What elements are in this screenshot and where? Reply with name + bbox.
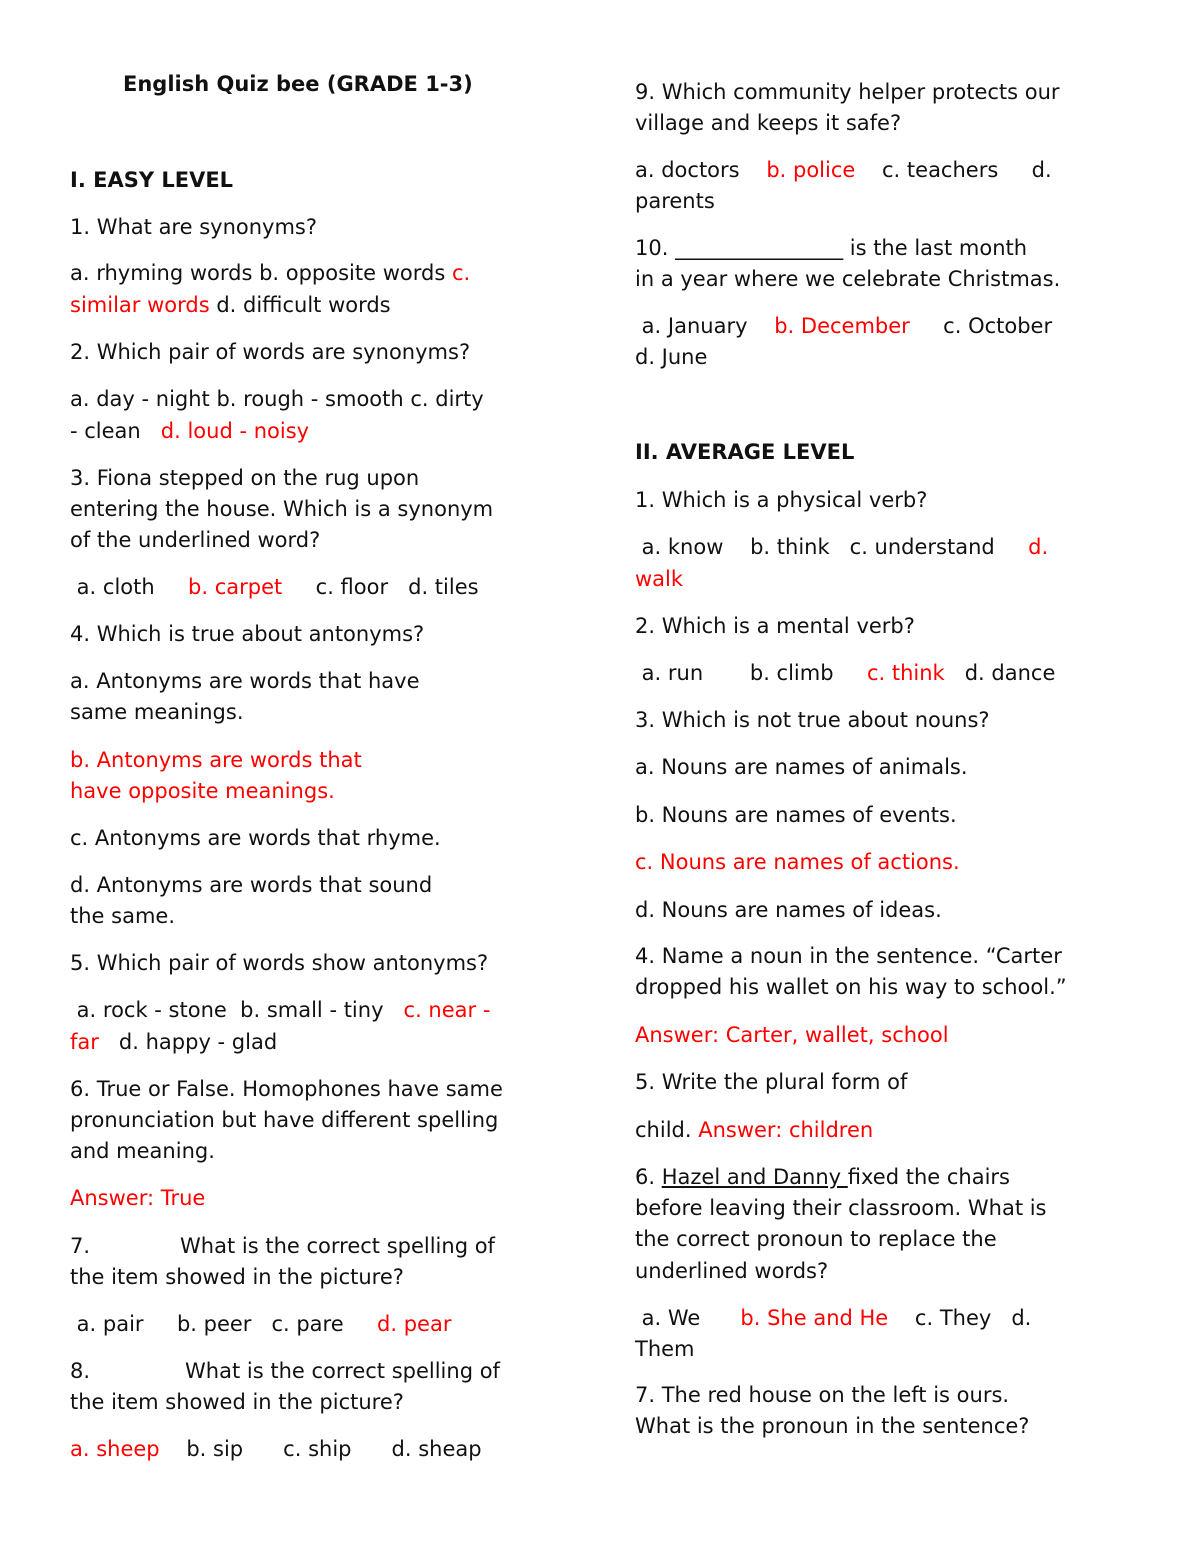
average-question-3-option-b: b. Nouns are names of events. bbox=[635, 803, 957, 827]
text-span: c. October bbox=[909, 314, 1053, 338]
answer: c. bbox=[451, 261, 471, 285]
text-span: a. We bbox=[635, 1306, 741, 1330]
text-span: 8. bbox=[70, 1359, 91, 1383]
answer: c. think bbox=[866, 661, 945, 685]
answer: b. She and He bbox=[740, 1306, 889, 1330]
question-7 bbox=[70, 1231, 495, 1262]
question-10-line2: in a year where we celebrate Christmas. bbox=[635, 267, 1061, 291]
question-5-options-cont bbox=[70, 1027, 277, 1058]
average-question-6-line2: before leaving their classroom. What is bbox=[635, 1196, 1047, 1220]
question-2-options-cont bbox=[70, 416, 309, 447]
question-8-options bbox=[70, 1434, 482, 1465]
question-10-options-cont: d. June bbox=[635, 345, 708, 369]
text-span: fixed the chairs bbox=[847, 1165, 1010, 1189]
average-question-5-line2 bbox=[635, 1115, 873, 1146]
average-question-1-options bbox=[635, 532, 1048, 563]
question-3-options bbox=[70, 572, 479, 603]
text-span: a. rock - stone b. small - tiny bbox=[70, 998, 404, 1022]
answer: b. carpet bbox=[188, 575, 283, 599]
question-4-option-a-cont: same meanings. bbox=[70, 700, 244, 724]
section-easy-heading: I. EASY LEVEL bbox=[70, 168, 234, 192]
answer: d. bbox=[1028, 535, 1049, 559]
text-span: 6. bbox=[635, 1165, 662, 1189]
question-8-line2: the item showed in the picture? bbox=[70, 1390, 404, 1414]
question-7-options bbox=[70, 1309, 451, 1340]
question-4-option-b-cont: have opposite meanings. bbox=[70, 779, 335, 803]
text-span: a. January bbox=[635, 314, 775, 338]
question-3-line3: of the underlined word? bbox=[70, 528, 321, 552]
average-question-7-line2: What is the pronoun in the sentence? bbox=[635, 1414, 1030, 1438]
average-question-7: 7. The red house on the left is ours. bbox=[635, 1383, 1010, 1407]
question-2-options: a. day - night b. rough - smooth c. dirty bbox=[70, 387, 484, 411]
question-1: 1. What are synonyms? bbox=[70, 215, 318, 239]
average-question-1: 1. Which is a physical verb? bbox=[635, 488, 928, 512]
question-5-options bbox=[70, 995, 490, 1026]
average-question-3-option-a: a. Nouns are names of animals. bbox=[635, 755, 968, 779]
average-question-1-answer-cont: walk bbox=[635, 567, 684, 591]
text-span: a. doctors bbox=[635, 158, 767, 182]
question-1-options-cont bbox=[70, 290, 391, 321]
average-question-2-options bbox=[635, 658, 1055, 689]
average-question-6-options bbox=[635, 1303, 1031, 1334]
text-span: a. rhyming words bbox=[70, 261, 253, 285]
average-question-6-line4: underlined words? bbox=[635, 1259, 829, 1283]
text-span: d. difficult words bbox=[209, 293, 391, 317]
question-6: 6. True or False. Homophones have same bbox=[70, 1077, 503, 1101]
answer: b. police bbox=[766, 158, 856, 182]
text-span: b. opposite words bbox=[252, 261, 452, 285]
question-7-line2: the item showed in the picture? bbox=[70, 1265, 404, 1289]
text-span: What is the correct spelling of bbox=[185, 1359, 500, 1383]
question-1-options bbox=[70, 258, 470, 289]
answer: Answer: children bbox=[698, 1118, 874, 1142]
question-9-options-cont: parents bbox=[635, 189, 715, 213]
text-span: Hazel and Danny bbox=[661, 1165, 848, 1189]
question-9: 9. Which community helper protects our bbox=[635, 80, 1060, 104]
question-9-line2: village and keeps it safe? bbox=[635, 111, 902, 135]
question-10-options bbox=[635, 311, 1052, 342]
question-9-options bbox=[635, 155, 1052, 186]
question-2: 2. Which pair of words are synonyms? bbox=[70, 340, 471, 364]
average-question-3-option-d: d. Nouns are names of ideas. bbox=[635, 898, 942, 922]
text-span: - clean bbox=[70, 419, 161, 443]
average-question-4: 4. Name a noun in the sentence. “Carter bbox=[635, 944, 1062, 968]
answer: d. pear bbox=[377, 1312, 452, 1336]
text-span: What is the correct spelling of bbox=[180, 1234, 495, 1258]
question-4-option-d-cont: the same. bbox=[70, 904, 175, 928]
average-question-6 bbox=[635, 1162, 1010, 1193]
answer: far bbox=[70, 1030, 99, 1054]
text-span: 7. bbox=[70, 1234, 91, 1258]
question-5: 5. Which pair of words show antonyms? bbox=[70, 951, 489, 975]
average-question-4-line2: dropped his wallet on his way to school.” bbox=[635, 975, 1067, 999]
section-average-heading: II. AVERAGE LEVEL bbox=[635, 440, 855, 464]
text-span: a. pair b. peer c. pare bbox=[70, 1312, 378, 1336]
answer: c. near - bbox=[403, 998, 491, 1022]
question-3-line2: entering the house. Which is a synonym bbox=[70, 497, 494, 521]
average-question-3-option-c: c. Nouns are names of actions. bbox=[635, 850, 960, 874]
average-question-4-answer: Answer: Carter, wallet, school bbox=[635, 1023, 949, 1047]
text-span: a. know b. think c. understand bbox=[635, 535, 1029, 559]
question-3: 3. Fiona stepped on the rug upon bbox=[70, 466, 420, 490]
question-4-option-b: b. Antonyms are words that bbox=[70, 748, 362, 772]
average-question-3: 3. Which is not true about nouns? bbox=[635, 708, 990, 732]
text-span: c. teachers d. bbox=[855, 158, 1052, 182]
text-span: child. bbox=[635, 1118, 699, 1142]
answer: d. loud - noisy bbox=[160, 419, 310, 443]
text-span: c. They d. bbox=[888, 1306, 1032, 1330]
question-4-option-c: c. Antonyms are words that rhyme. bbox=[70, 826, 441, 850]
question-10: 10. ________________ is the last month bbox=[635, 236, 1028, 260]
question-4: 4. Which is true about antonyms? bbox=[70, 622, 425, 646]
text-span: c. floor d. tiles bbox=[282, 575, 479, 599]
question-6-line3: and meaning. bbox=[70, 1139, 215, 1163]
answer: b. December bbox=[774, 314, 910, 338]
average-question-6-line3: the correct pronoun to replace the bbox=[635, 1227, 997, 1251]
text-span: a. cloth bbox=[70, 575, 189, 599]
text-span: b. sip c. ship d. sheap bbox=[159, 1437, 482, 1461]
answer: similar words bbox=[70, 293, 210, 317]
answer: a. sheep bbox=[70, 1437, 160, 1461]
text-span: d. dance bbox=[944, 661, 1056, 685]
text-span: d. happy - glad bbox=[98, 1030, 278, 1054]
question-8 bbox=[70, 1356, 500, 1387]
question-6-answer: Answer: True bbox=[70, 1186, 206, 1210]
quiz-title: English Quiz bee (GRADE 1-3) bbox=[123, 72, 473, 96]
question-4-option-d: d. Antonyms are words that sound bbox=[70, 873, 433, 897]
question-6-line2: pronunciation but have different spelling bbox=[70, 1108, 499, 1132]
average-question-5: 5. Write the plural form of bbox=[635, 1070, 908, 1094]
question-4-option-a: a. Antonyms are words that have bbox=[70, 669, 420, 693]
average-question-2: 2. Which is a mental verb? bbox=[635, 614, 915, 638]
average-question-6-options-cont: Them bbox=[635, 1337, 695, 1361]
text-span: a. run b. climb bbox=[635, 661, 867, 685]
